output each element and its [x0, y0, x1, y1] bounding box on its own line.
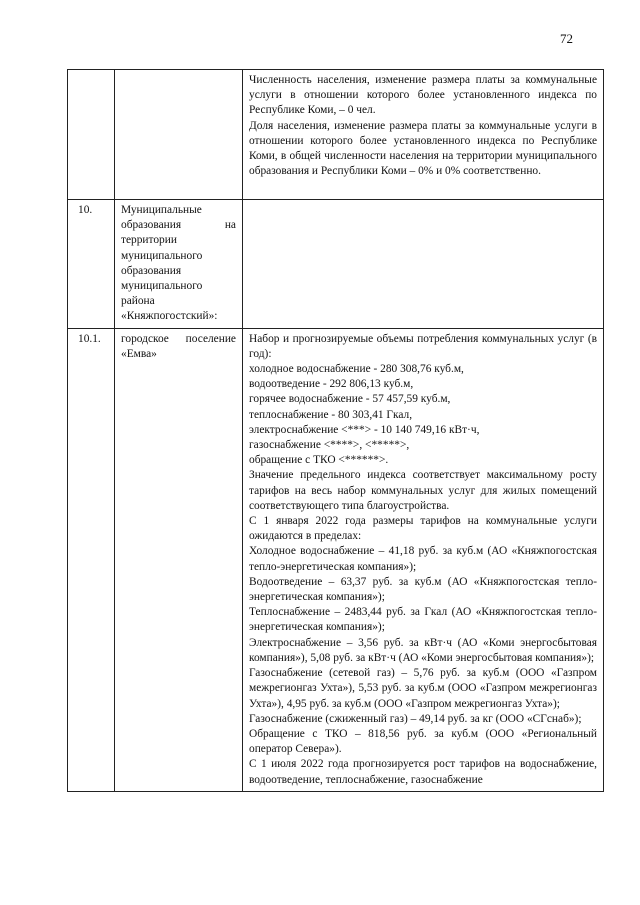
- row-number: 10.1.: [68, 328, 115, 791]
- tariff-electricity: Электроснабжение – 3,56 руб. за кВт·ч (АО «Коми энергосбытовая компания»), 5,08 руб. за кВт·ч (АО «Коми энергосбытовая компания»);: [249, 636, 597, 664]
- content-cell: [243, 328, 604, 791]
- consumption-intro: Набор и прогнозируемые объемы потребления коммунальных услуг (в год):: [249, 332, 597, 360]
- volume-hot-water: горячее водоснабжение - 57 457,59 куб.м,: [249, 393, 451, 406]
- volume-cold-water: холодное водоснабжение - 280 308,76 куб.м,: [249, 363, 464, 376]
- volume-electricity: электроснабжение <***> - 10 140 749,16 кВт·ч,: [249, 423, 480, 436]
- volume-sewerage: водоотведение - 292 806,13 куб.м,: [249, 378, 414, 391]
- population-count-paragraph: Численность населения, изменение размера платы за коммунальные услуги в отношении которого более установленного индекса по Республике Коми, – 0 чел.: [249, 74, 597, 117]
- name-cell: [115, 70, 243, 200]
- table-row: [68, 70, 604, 200]
- number-cell: [68, 70, 115, 200]
- tariff-liquefied-gas: Газоснабжение (сжиженный газ) – 49,14 руб. за кг (ООО «СГснаб»);: [249, 712, 582, 725]
- tariff-heat: Теплоснабжение – 2483,44 руб. за Гкал (АО «Княжпогостская тепло-энергетическая компания»);: [249, 606, 597, 634]
- settlement-name: городское поселение «Емва»: [115, 328, 243, 791]
- row-number: 10.: [68, 200, 115, 329]
- municipality-name: Муниципальные образования на территории муниципального образования муниципального района «Княжпогостский»:: [115, 200, 243, 329]
- tariffs-intro: С 1 января 2022 года размеры тарифов на коммунальные услуги ожидаются в пределах:: [249, 515, 597, 543]
- table-row: [68, 328, 604, 791]
- volume-gas: газоснабжение <****>, <*****>,: [249, 439, 410, 452]
- population-share-paragraph: Доля населения, изменение размера платы за коммунальные услуги в отношении которого более установленного индекса по Республике Коми, в общей численности населения на территории муниципального образования и Республики Коми – 0% и 0% соответственно.: [249, 119, 597, 178]
- tariff-sewerage: Водоотведение – 63,37 руб. за куб.м (АО «Княжпогостская тепло-энергетическая компания»);: [249, 575, 597, 604]
- content-cell: [243, 200, 604, 329]
- july-forecast-paragraph: С 1 июля 2022 года прогнозируется рост тарифов на водоснабжение, водоотведение, теплоснабжение, газоснабжение: [249, 758, 597, 786]
- table-row: [68, 200, 604, 329]
- volume-waste: обращение с ТКО <******>.: [249, 454, 389, 467]
- content-cell: [243, 70, 604, 200]
- volume-heat: теплоснабжение - 80 303,41 Гкал,: [249, 408, 413, 421]
- tariff-network-gas: Газоснабжение (сетевой газ) – 5,76 руб. за куб.м (ООО «Газпром межрегионгаз Ухта»), 5,53 руб. за куб.м (ООО «Газпром межрегионгаз Ухта»), 4,95 руб. за куб.м (ООО «Газпром межрегионгаз Ухта»);: [249, 667, 597, 710]
- index-paragraph: Значение предельного индекса соответствует максимальному росту тарифов на весь набор коммунальных услуг для жилых помещений соответствующего типа благоустройства.: [249, 469, 597, 512]
- tariff-table: [67, 69, 604, 792]
- page-number: 72: [560, 31, 573, 46]
- tariff-cold-water: Холодное водоснабжение – 41,18 руб. за куб.м (АО «Княжпогостская тепло-энергетическая компания»);: [249, 545, 597, 573]
- tariff-waste: Обращение с ТКО – 818,56 руб. за куб.м (ООО «Региональный оператор Севера»).: [249, 727, 597, 756]
